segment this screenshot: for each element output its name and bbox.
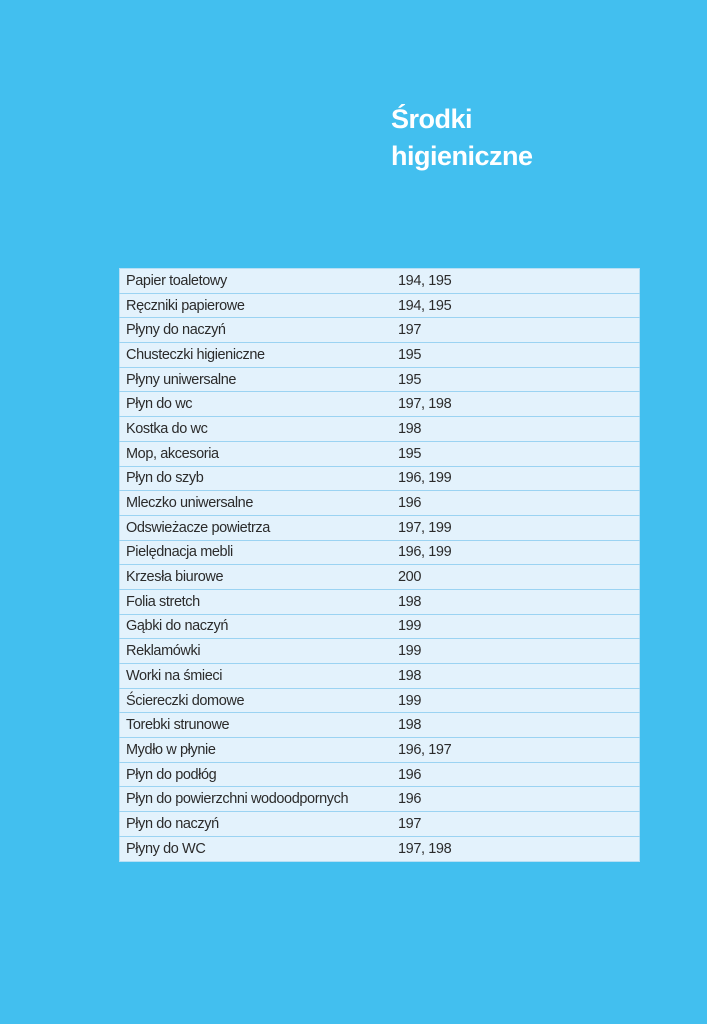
- page-title-line-1: Środki: [391, 104, 473, 134]
- product-category-name: Płyn do naczyń: [120, 812, 399, 837]
- table-row: [120, 738, 640, 763]
- table-row: [120, 664, 640, 689]
- table-row: [120, 491, 640, 516]
- product-category-name: Torebki strunowe: [120, 713, 399, 738]
- table-row: [120, 639, 640, 664]
- page-title: [391, 101, 641, 175]
- page-numbers: 197: [398, 812, 640, 837]
- table-row: [120, 812, 640, 837]
- table-row: [120, 762, 640, 787]
- product-category-name: Mop, akcesoria: [120, 441, 399, 466]
- page-numbers: 194, 195: [398, 269, 640, 294]
- page-numbers: 195: [398, 367, 640, 392]
- product-category-name: Kostka do wc: [120, 417, 399, 442]
- product-category-name: Papier toaletowy: [120, 269, 399, 294]
- table-row: [120, 269, 640, 294]
- table-row: [120, 589, 640, 614]
- page-numbers: 198: [398, 417, 640, 442]
- page-numbers: 199: [398, 639, 640, 664]
- product-category-name: Płyn do powierzchni wodoodpornych: [120, 787, 399, 812]
- product-category-name: Płyny do WC: [126, 840, 206, 857]
- product-index-body: [120, 269, 640, 862]
- product-category-name: Folia stretch: [120, 589, 399, 614]
- product-category-name: Krzesła biurowe: [120, 565, 399, 590]
- product-category-name: Chusteczki higieniczne: [120, 343, 399, 368]
- product-index-table: [119, 268, 640, 862]
- page-numbers: 199: [398, 688, 640, 713]
- page-numbers: 196, 199: [398, 540, 640, 565]
- table-row: [120, 713, 640, 738]
- page-numbers: 198: [398, 713, 640, 738]
- product-category-name: Pielędnacja mebli: [120, 540, 399, 565]
- page-numbers: 197: [398, 318, 640, 343]
- page-numbers: 199: [398, 614, 640, 639]
- table-row: [120, 787, 640, 812]
- table-row: [120, 441, 640, 466]
- product-category-name: Reklamówki: [120, 639, 399, 664]
- product-category-name: Worki na śmieci: [120, 664, 399, 689]
- page-numbers: 194, 195: [398, 293, 640, 318]
- page-title-line-2: higieniczne: [391, 141, 533, 171]
- page-numbers: 196, 199: [398, 466, 640, 491]
- page-numbers: 197, 198: [398, 392, 640, 417]
- page-numbers: 197, 199: [398, 515, 640, 540]
- page-numbers: 196: [398, 762, 640, 787]
- product-category-name: Płyn do szyb: [120, 466, 399, 491]
- page-numbers: 198: [398, 589, 640, 614]
- table-row: [120, 466, 640, 491]
- table-row: [120, 417, 640, 442]
- product-category-name: Ręczniki papierowe: [120, 293, 399, 318]
- product-category-name: Płyny uniwersalne: [120, 367, 399, 392]
- table-row: [120, 688, 640, 713]
- page-numbers: 196, 197: [398, 738, 640, 763]
- table-row: [120, 836, 640, 861]
- table-row: [120, 540, 640, 565]
- page-numbers: 195: [398, 343, 640, 368]
- product-category-name: Odswieżacze powietrza: [120, 515, 399, 540]
- table-row: [120, 515, 640, 540]
- product-category-name: Płyn do podłóg: [120, 762, 399, 787]
- table-row: [120, 614, 640, 639]
- table-row: [120, 565, 640, 590]
- product-category-name: Płyny do naczyń: [120, 318, 399, 343]
- product-category-name: Płyn do wc: [120, 392, 399, 417]
- page-numbers: 195: [398, 441, 640, 466]
- page-numbers: 200: [398, 565, 640, 590]
- table-row: [120, 318, 640, 343]
- page-numbers: 197, 198: [398, 840, 452, 857]
- table-row: [120, 392, 640, 417]
- page-numbers: 198: [398, 664, 640, 689]
- table-row: [120, 367, 640, 392]
- page-numbers: 196: [398, 491, 640, 516]
- page-numbers: 196: [398, 787, 640, 812]
- table-row: [120, 343, 640, 368]
- table-row: [120, 293, 640, 318]
- product-category-name: Mleczko uniwersalne: [120, 491, 399, 516]
- product-category-name: Mydło w płynie: [120, 738, 399, 763]
- product-category-name: Gąbki do naczyń: [120, 614, 399, 639]
- product-category-name: Ściereczki domowe: [120, 688, 399, 713]
